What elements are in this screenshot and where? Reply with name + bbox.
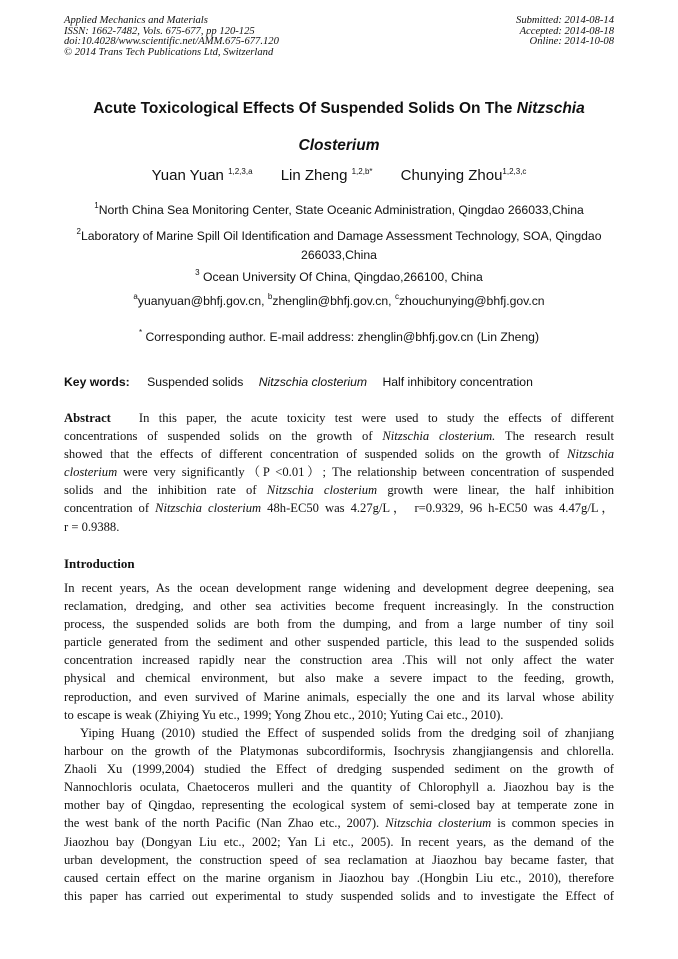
keyword: Nitzschia closterium xyxy=(258,375,368,389)
author: Lin Zheng $^{1,2,b*}$ xyxy=(280,167,373,184)
author-list xyxy=(64,167,614,184)
doi: doi:10.4028/www.scientific.net/AMM.675-677.120 xyxy=(64,36,279,48)
keywords xyxy=(64,375,533,389)
dates-header xyxy=(516,16,614,48)
accepted-date: Accepted: 2014-08-18 xyxy=(519,25,614,37)
title-italic-2: Closterium xyxy=(298,137,380,154)
intro-paragraph-1: In recent years, As the ocean development range widening and development degree deepening, sea reclamation, dredging, and other sea activities become frequent increasingly. In the construction process, the suspended solids are both from the dumping, and from a large number of tiny soil particle generated from the sediment and other suspended particle, this lead to the suspended solids concentration increased rapidly near the construction area .This will not only affect the water physical and chemical environment, but also make a severe impact to the feeding, growth, reproduction, and even survived of Marine animals, especially the one and its larval whose ability to escape is weak (Zhiying Yu etc., 1999; Yong Zhou etc., 2010; Yuting Cai etc., 2010). xyxy=(64,581,614,722)
emails: $^a$yuanyuan@bhfj.gov.cn, $^b$zhenglin@bhfj.gov.cn, $^c$zhouchunying@bhfj.gov.cn xyxy=(133,292,545,308)
affiliation-2: $^2$Laboratory of Marine Spill Oil Identification and Damage Assessment Technology, SOA, Qingdao 266033,China xyxy=(76,227,602,262)
section-heading-introduction: Introduction xyxy=(64,556,135,571)
issn: ISSN: 1662-7482, Vols. 675-677, pp 120-125 xyxy=(64,25,255,37)
affiliation-1: $^1$North China Sea Monitoring Center, State Oceanic Administration, Qingdao 266033,China xyxy=(94,201,584,217)
abstract: Abstract In this paper, the acute toxicity test were used to study the effects of different concentrations of suspended solids on the growth of Nitzschia closterium. The research result showed that the effects of different concentration of suspended solids on the growth of Nitzschia closterium were very significantly（P <0.01）; The relationship between concentration of suspended solids and the inhibition rate of Nitzschia closterium growth were linear, the half inhibition concentration of Nitzschia closterium 48h-EC50 was 4.27g/L， r=0.9329, 96 h-EC50 was 4.47g/L， r = 0.9388. xyxy=(64,411,615,534)
author: Yuan Yuan $^{1,2,3,a}$ xyxy=(151,167,253,184)
journal-name: Applied Mechanics and Materials xyxy=(64,15,208,26)
keyword: Half inhibitory concentration xyxy=(382,375,533,389)
title-italic-1: Nitzschia xyxy=(516,100,585,117)
journal-header xyxy=(64,16,279,58)
submitted-date: Submitted: 2014-08-14 xyxy=(516,15,614,26)
abstract-label: Abstract xyxy=(64,411,111,425)
keyword: Suspended solids xyxy=(147,375,244,389)
copyright: © 2014 Trans Tech Publications Ltd, Switzerland xyxy=(64,46,274,58)
author: Chunying Zhou$^{1,2,3,c}$ xyxy=(400,167,527,184)
paper-title xyxy=(64,90,614,164)
corresponding-author: * Corresponding author. E-mail address: zhenglin@bhfj.gov.cn (Lin Zheng) xyxy=(138,328,540,344)
intro-paragraph-2: Yiping Huang (2010) studied the Effect of suspended solids from the dredging soil of zhanjiang harbour on the growth of the Platymonas subcordiformis, Isochrysis zhangjiangensis and chlorella. Zhaoli Xu (1999,2004) studied the Effect of dredging suspended sediment on the growth of Nannochloris oculata, Chaetoceros mulleri and the quantity of Chlorophyll a. Jiaozhou bay is the mother bay of Qingdao, representing the ecological system of semi-closed bay at temperate zone in the west bank of the north Pacific (Nan Zhao etc., 2007). Nitzschia closterium is common species in Jiaozhou bay (Dongyan Liu etc., 2002; Yan Li etc., 2005). In recent years, as the demand of the urban development, the construction speed of sea reclamation at Jiaozhou bay became faster, that caused certain effect on the marine organism in Jiaozhou bay .(Hongbin Liu etc., 2010), therefore this paper has carried out experimental to study suspended solids and to investigate the Effect of xyxy=(64,726,614,903)
affiliation-3: $^3$ Ocean University Of China, Qingdao,266100, China xyxy=(195,268,483,284)
keywords-label: Key words: xyxy=(64,375,130,389)
online-date: Online: 2014-10-08 xyxy=(529,36,614,48)
title-part1: Acute Toxicological Effects Of Suspended Solids On The xyxy=(93,100,517,117)
